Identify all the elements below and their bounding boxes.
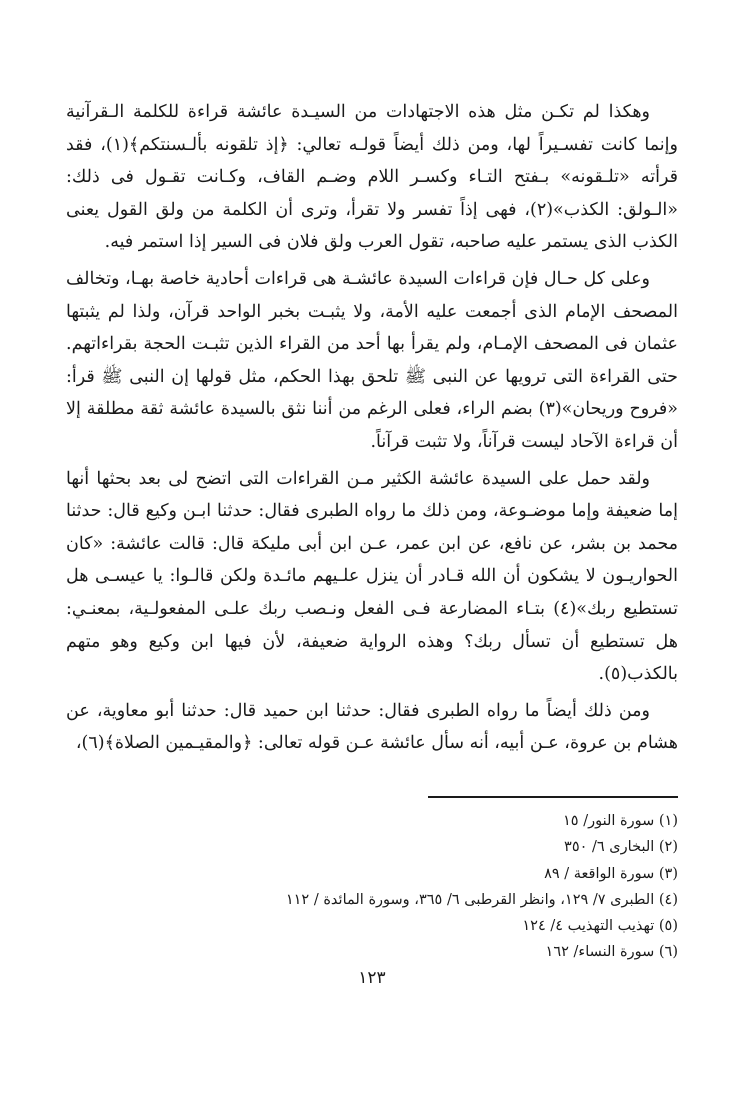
footnote: (٦) سورة النساء/ ١٦٢ bbox=[545, 944, 678, 961]
footnote: (١) سورة النور/ ١٥ bbox=[563, 813, 678, 829]
paragraph: ولقد حمل على السيدة عائشة الكثير مـن القراءات التى اتضح لى بعد بحثها أنها إما ضعيفة وإما موضـوعة، ومن ذلك ما رواه الطبرى فقال: حدثنا ابـن وكيع قال: حدثنا محمد بن بشر، عن نافع، عن ابن عمر، عـن ابن أبى مليكة قال: قالت عائشة: «كان الحواريـون لا يشكون أن الله قـادر أن ينزل علـيهم مائـدة ولكن قالـوا: يا عيسـى هل تستطيع ربك»(٤) بتـاء المضارعة فـى الفعل ونـصب ربك علـى المفعولـية، بمعنـي: هل تستطيع أن تسأل ربك؟ وهذه الرواية ضعيفة، لأن فيها ابن وكيع وهو متهم بالكذب(٥). bbox=[66, 468, 678, 685]
footnote: (٤) الطبرى ٧/ ١٢٩، وانظر القرطبى ٦/ ٣٦٥، وسورة المائدة / ١١٢ bbox=[285, 891, 678, 908]
footnote-separator bbox=[428, 796, 678, 798]
footnote: (٢) البخارى ٦/ ٣٥٠ bbox=[564, 839, 678, 856]
page-number: ١٢٣ bbox=[358, 968, 386, 988]
paragraph: وعلى كل حـال فإن قراءات السيدة عائشـة هى قراءات أحادية خاصة بهـا، وتخالف المصحف الإمام الذى أجمعت عليه الأمة، ولا يثبـت بخبر الواحد قرآن، ولذا لم يثبتها عثمان فى المصحف الإمـام، ولم يقرأ بها أحد من القراء الذين تثبـت الحجة بقراءاتهم. حتى القراءة التى ترويها عن النبى ﷺ تلحق بهذا الحكم، مثل قولها إن النبى ﷺ قرأ: «فروح وريحان»(٣) بضم الراء، فعلى الرغم من أننا نثق بالسيدة عائشة ثقة مطلقة إلا أن قراءة الآحاد ليست قرآناً، ولا تثبت قرآناً. bbox=[66, 268, 678, 452]
paragraph: ومن ذلك أيضاً ما رواه الطبرى فقال: حدثنا ابن حميد قال: حدثنا أبو معاوية، عن هشام بن عروة، عـن أبيه، أنه سأل عائشة عـن قوله تعالى: ﴿والمقيـمين الصلاة﴾(٦)، bbox=[66, 700, 678, 754]
paragraph: وهكذا لم تكـن مثل هذه الاجتهادات من السيـدة عائشة قراءة للكلمة الـقرآنية وإنما كانت تفسـيراً لها، ومن ذلك أيضاً قولـه تعالي: ﴿إذ تلقونه بألـسنتكم﴾(١)، فقد قرأته «تلـقونه» بـفتح التـاء وكسـر اللام وضـم القاف، وكـانت تقـول فى ذلك: «الـولق: الكذب»(٢)، فهى إذاً تفسر ولا تقرأ، وترى أن الكلمة من ولق القول يعنى الكذب الذى يستمر عليه صاحبه، تقول العرب ولق فلان فى السير إذا استمر فيه. bbox=[66, 102, 679, 253]
footnotes-list bbox=[66, 808, 678, 966]
footnote: (٥) تهذيب التهذيب ٤/ ١٢٤ bbox=[522, 918, 678, 935]
main-text bbox=[66, 96, 678, 760]
footnote: (٣) سورة الواقعة / ٨٩ bbox=[544, 865, 678, 882]
